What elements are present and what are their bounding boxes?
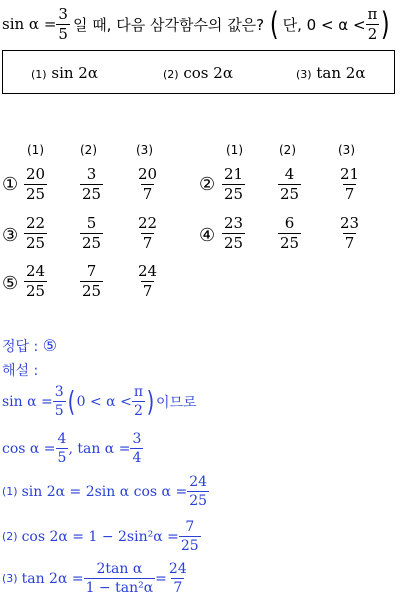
option-2: (2) cos 2α	[163, 64, 233, 82]
option-1: (1) sin 2α	[31, 64, 98, 82]
answer-line: 정답 : ⑤	[2, 336, 58, 355]
choice-1-value-3: $\frac{20}{7}$	[138, 165, 158, 203]
choice-4-value-1: $\frac{23}{25}$	[224, 214, 244, 252]
choice-marker[interactable]: ②	[199, 174, 216, 195]
choice-5-value-1: $\frac{24}{25}$	[26, 262, 46, 300]
choice-4-value-2: $\frac{6}{25}$	[280, 214, 300, 252]
col-header-3: (3)	[136, 143, 153, 157]
close-paren: )	[381, 5, 391, 43]
question-fraction: $\frac{3}{5}$	[58, 4, 68, 43]
open-paren: (	[270, 5, 279, 43]
choice-marker[interactable]: ①	[2, 174, 19, 195]
question-sin-expr: sin α =	[2, 15, 57, 33]
choice-marker[interactable]: ③	[2, 225, 19, 246]
choice-4-value-3: $\frac{23}{7}$	[340, 214, 360, 252]
col-header-2-right: (2)	[279, 143, 296, 157]
choice-2-value-3: $\frac{21}{7}$	[340, 165, 360, 203]
question	[2, 4, 398, 44]
choice-2-value-1: $\frac{21}{25}$	[224, 165, 244, 203]
col-header-3-right: (3)	[338, 143, 355, 157]
question-text: 일 때, 다음 삼각함수의 값은?	[72, 15, 265, 34]
explanation-line-3: (1) sin 2α = 2sin α cos α = $\frac{24}{25}$	[2, 474, 208, 509]
col-header-1: (1)	[27, 143, 44, 157]
choice-marker[interactable]: ⑤	[2, 273, 19, 294]
choice-3-value-2: $\frac{5}{25}$	[82, 214, 102, 252]
sub-questions-box	[2, 50, 395, 94]
col-header-2: (2)	[80, 143, 97, 157]
choice-3-value-1: $\frac{22}{25}$	[26, 214, 46, 252]
choice-5-value-2: $\frac{7}{25}$	[82, 262, 102, 300]
option-3: (3) tan 2α	[296, 64, 366, 82]
explanation-line-1: sin α = $\frac{3}{5}$ ( 0 < α < $\frac{\pi}{2}$ ) 이므로	[2, 384, 197, 419]
explanation-label: 해설 :	[2, 363, 39, 379]
explanation-line-4: (2) cos 2α = 1 − 2sin²α = $\frac{7}{25}$	[2, 519, 199, 554]
explanation-line-2: cos α = $\frac{4}{5}$ , tan α = $\frac{3}{4}$	[2, 431, 142, 466]
choice-1-value-2: $\frac{3}{25}$	[82, 165, 102, 203]
choice-5-value-3: $\frac{24}{7}$	[138, 262, 158, 300]
choice-3-value-3: $\frac{22}{7}$	[138, 214, 158, 252]
col-header-1-right: (1)	[226, 143, 243, 157]
choice-2-value-2: $\frac{4}{25}$	[280, 165, 300, 203]
question-condition: 단, 0 < α <	[282, 15, 366, 34]
question-condition-fraction: $\frac{\pi}{2}$	[367, 4, 378, 43]
explanation-line-5: (3) tan 2α = $\frac{\text{2tan α}}{\text{1 − tan²α}}$ = $\frac{24}{7}$	[2, 561, 187, 596]
choice-marker[interactable]: ④	[199, 225, 216, 246]
choice-1-value-1: $\frac{20}{25}$	[26, 165, 46, 203]
